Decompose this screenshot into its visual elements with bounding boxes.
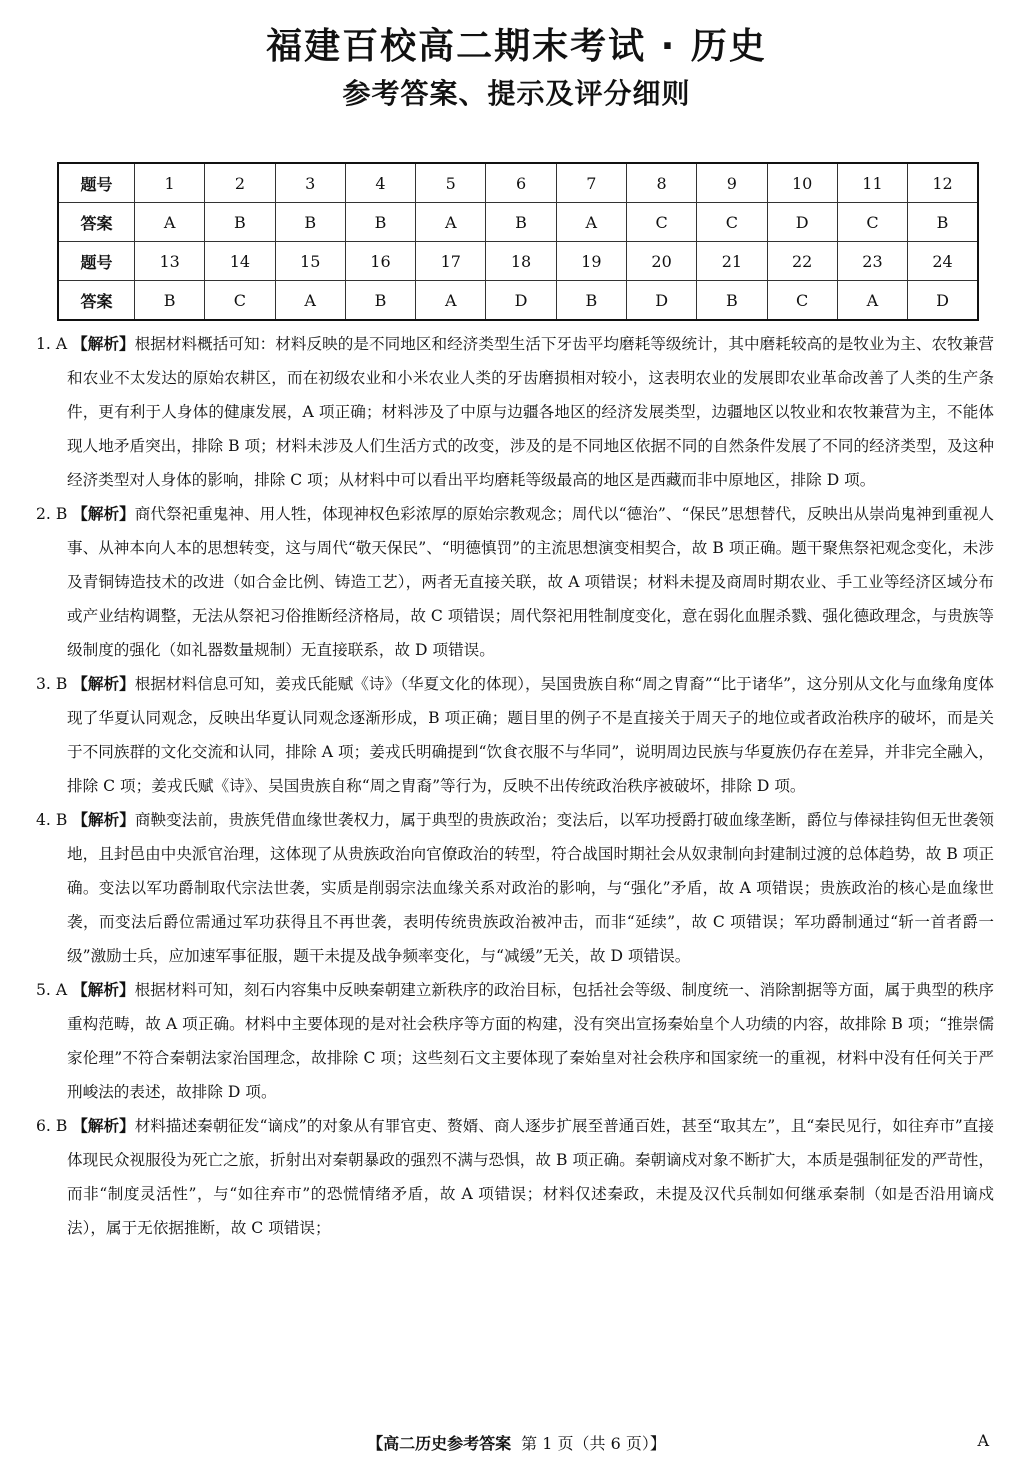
item-text: 材料描述秦朝征发“谪戍”的对象从有罪官吏、赘婿、商人逐步扩展至普通百姓，甚至“取其左”，且“秦民见行，如往弃市”直接体现民众视服役为死亡之旅，折射出对秦朝暴政的强烈不满与恐惧，故 B 项正确。秦朝谪戍对象不断扩大，本质是强制征发的严苛性，而非“制度灵活性”，与“如往弃市”的恐慌情绪矛盾，故 A 项错误；材料仅述秦政，未提及汉代兵制如何继承秦制（如是否沿用谪戍法），属于无依据推断，故 C 项错误； xyxy=(67,1117,994,1237)
item-text: 商代祭祀重鬼神、用人牲，体现神权色彩浓厚的原始宗教观念；周代以“德治”、“保民”思想替代，反映出从崇尚鬼神到重视人事、从神本向人本的思想转变，这与周代“敬天保民”、“明德慎罚”的主流思想演变相契合，故 B 项正确。题干聚焦祭祀观念变化，未涉及青铜铸造技术的改进（如合金比例、铸造工艺），两者无直接关联，故 A 项错误；材料未提及商周时期农业、手工业等经济区域分布或产业结构调整，无法从祭祀习俗推断经济格局，故 C 项错误；周代祭祀用牲制度变化，意在弱化血腥杀戮、强化德政理念，与贵族等级制度的强化（如礼器数量规制）无直接联系，故 D 项错误。 xyxy=(67,505,994,659)
question-number: 22 xyxy=(767,242,837,281)
answer-cell: A xyxy=(416,281,486,321)
question-number: 4 xyxy=(345,163,415,203)
answer-cell: B xyxy=(345,281,415,321)
question-number: 6 xyxy=(486,163,556,203)
answer-cell: A xyxy=(837,281,907,321)
explanation-item xyxy=(36,973,994,1109)
item-number: 1. A xyxy=(36,335,68,353)
answer-cell: B xyxy=(345,203,415,242)
answer-cell: D xyxy=(486,281,556,321)
answer-cell: C xyxy=(697,203,767,242)
answer-cell: D xyxy=(908,281,978,321)
answer-cell: B xyxy=(275,203,345,242)
explanation-item xyxy=(36,497,994,667)
analysis-tag: 【解析】 xyxy=(72,1117,135,1135)
page-title: 福建百校高二期末考试 · 历史 xyxy=(266,26,767,67)
answer-cell: B xyxy=(908,203,978,242)
answer-table xyxy=(57,162,979,321)
explanations xyxy=(36,327,994,1245)
question-number: 18 xyxy=(486,242,556,281)
footer-title: 【高二历史参考答案 xyxy=(367,1434,512,1453)
question-number: 1 xyxy=(135,163,205,203)
question-number: 20 xyxy=(626,242,696,281)
answer-cell: B xyxy=(205,203,275,242)
item-text: 根据材料信息可知，姜戎氏能赋《诗》（华夏文化的体现），吴国贵族自称“周之胄裔”“比于诸华”，这分别从文化与血缘角度体现了华夏认同观念，反映出华夏认同观念逐渐形成，B 项正确；题目里的例子不是直接关于周天子的地位或者政治秩序的破坏，而是关于不同族群的文化交流和认同，排除 A 项；姜戎氏明确提到“饮食衣服不与华同”，说明周边民族与华夏族仍存在差异，并非完全融入，排除 C 项；姜戎氏赋《诗》、吴国贵族自称“周之胄裔”等行为，反映不出传统政治秩序被破坏，排除 D 项。 xyxy=(67,675,994,795)
answer-label: 答案 xyxy=(58,281,135,321)
question-label: 题号 xyxy=(58,242,135,281)
item-number: 5. A xyxy=(36,981,68,999)
page-number: 第 1 页（共 6 页）】 xyxy=(521,1434,666,1453)
question-number: 13 xyxy=(135,242,205,281)
answer-row xyxy=(58,281,978,321)
question-number: 21 xyxy=(697,242,767,281)
item-number: 2. B xyxy=(36,505,68,523)
analysis-tag: 【解析】 xyxy=(72,505,135,523)
question-number: 23 xyxy=(837,242,907,281)
answer-cell: C xyxy=(205,281,275,321)
item-number: 6. B xyxy=(36,1117,68,1135)
question-number: 5 xyxy=(416,163,486,203)
question-number: 9 xyxy=(697,163,767,203)
analysis-tag: 【解析】 xyxy=(72,811,135,829)
question-number: 15 xyxy=(275,242,345,281)
question-number: 12 xyxy=(908,163,978,203)
answer-cell: D xyxy=(626,281,696,321)
item-number: 4. B xyxy=(36,811,68,829)
question-number: 3 xyxy=(275,163,345,203)
question-number: 19 xyxy=(556,242,626,281)
analysis-tag: 【解析】 xyxy=(72,335,135,353)
explanation-item xyxy=(36,327,994,497)
question-number: 16 xyxy=(345,242,415,281)
analysis-tag: 【解析】 xyxy=(72,981,135,999)
question-number-row xyxy=(58,242,978,281)
answer-cell: B xyxy=(135,281,205,321)
item-number: 3. B xyxy=(36,675,68,693)
page-subtitle: 参考答案、提示及评分细则 xyxy=(342,77,691,110)
question-number: 10 xyxy=(767,163,837,203)
question-number: 24 xyxy=(908,242,978,281)
answer-cell: A xyxy=(275,281,345,321)
analysis-tag: 【解析】 xyxy=(72,675,135,693)
answer-cell: C xyxy=(626,203,696,242)
answer-cell: B xyxy=(697,281,767,321)
question-label: 题号 xyxy=(58,163,135,203)
question-number: 7 xyxy=(556,163,626,203)
page-footer xyxy=(0,1431,1033,1454)
item-text: 根据材料可知，刻石内容集中反映秦朝建立新秩序的政治目标，包括社会等级、制度统一、消除割据等方面，属于典型的秩序重构范畴，故 A 项正确。材料中主要体现的是对社会秩序等方面的构建，没有突出宣扬秦始皇个人功绩的内容，故排除 B 项；“推崇儒家伦理”不符合秦朝法家治国理念，故排除 C 项；这些刻石文主要体现了秦始皇对社会秩序和国家统一的重视，材料中没有任何关于严刑峻法的表述，故排除 D 项。 xyxy=(67,981,994,1101)
item-text: 商鞅变法前，贵族凭借血缘世袭权力，属于典型的贵族政治；变法后，以军功授爵打破血缘垄断，爵位与俸禄挂钩但无世袭领地，且封邑由中央派官治理，这体现了从贵族政治向官僚政治的转型，符合战国时期社会从奴隶制向封建制过渡的总体趋势，故 B 项正确。变法以军功爵制取代宗法世袭，实质是削弱宗法血缘关系对政治的影响，与“强化”矛盾，故 A 项错误；贵族政治的核心是血缘世袭，而变法后爵位需通过军功获得且不再世袭，表明传统贵族政治被冲击，而非“延续”，故 C 项错误；军功爵制通过“斩一首者爵一级”激励士兵，应加速军事征服，题干未提及战争频率变化，与“减缓”无关，故 D 项错误。 xyxy=(67,811,994,965)
answer-cell: B xyxy=(486,203,556,242)
answer-cell: D xyxy=(767,203,837,242)
answer-row xyxy=(58,203,978,242)
answer-cell: A xyxy=(556,203,626,242)
answer-cell: C xyxy=(837,203,907,242)
explanation-item xyxy=(36,803,994,973)
paper-version: A xyxy=(977,1431,989,1450)
question-number: 8 xyxy=(626,163,696,203)
answer-cell: A xyxy=(135,203,205,242)
answer-cell: C xyxy=(767,281,837,321)
answer-cell: B xyxy=(556,281,626,321)
explanation-item xyxy=(36,667,994,803)
item-text: 根据材料概括可知：材料反映的是不同地区和经济类型生活下牙齿平均磨耗等级统计，其中磨耗较高的是牧业为主、农牧兼营和农业不太发达的原始农耕区，而在初级农业和小米农业人类的牙齿磨损相对较小，这表明农业的发展即农业革命改善了人类的生产条件，更有利于人身体的健康发展，A 项正确；材料涉及了中原与边疆各地区的经济发展类型，边疆地区以牧业和农牧兼营为主，不能体现人地矛盾突出，排除 B 项；材料未涉及人们生活方式的改变，涉及的是不同地区依据不同的自然条件发展了不同的经济类型，及这种经济类型对人身体的影响，排除 C 项；从材料中可以看出平均磨耗等级最高的地区是西藏而非中原地区，排除 D 项。 xyxy=(67,335,994,489)
question-number: 11 xyxy=(837,163,907,203)
question-number: 14 xyxy=(205,242,275,281)
answer-cell: A xyxy=(416,203,486,242)
question-number: 17 xyxy=(416,242,486,281)
answer-label: 答案 xyxy=(58,203,135,242)
question-number-row xyxy=(58,163,978,203)
question-number: 2 xyxy=(205,163,275,203)
explanation-item xyxy=(36,1109,994,1245)
